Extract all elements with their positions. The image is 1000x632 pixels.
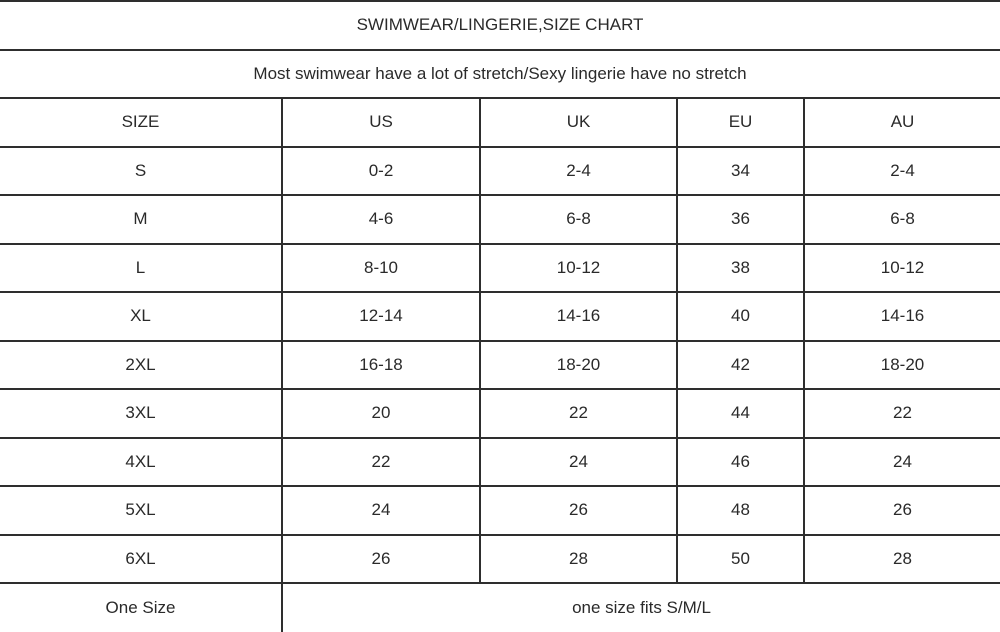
us-cell: 20: [282, 389, 480, 438]
us-cell: 24: [282, 486, 480, 535]
us-cell: 26: [282, 535, 480, 584]
table-row: [0, 292, 1000, 341]
eu-cell: 38: [677, 244, 804, 293]
title-row: [0, 1, 1000, 50]
us-cell: 16-18: [282, 341, 480, 390]
eu-cell: 48: [677, 486, 804, 535]
uk-cell: 14-16: [480, 292, 677, 341]
table-row: [0, 244, 1000, 293]
uk-cell: 24: [480, 438, 677, 487]
au-cell: 18-20: [804, 341, 1000, 390]
au-cell: 28: [804, 535, 1000, 584]
size-cell: 4XL: [0, 438, 282, 487]
uk-cell: 26: [480, 486, 677, 535]
table-row: [0, 195, 1000, 244]
us-cell: 12-14: [282, 292, 480, 341]
uk-cell: 2-4: [480, 147, 677, 196]
table-row: [0, 147, 1000, 196]
eu-cell: 36: [677, 195, 804, 244]
eu-cell: 46: [677, 438, 804, 487]
au-cell: 14-16: [804, 292, 1000, 341]
header-eu: EU: [677, 98, 804, 147]
table-row: [0, 341, 1000, 390]
header-row: [0, 98, 1000, 147]
header-au: AU: [804, 98, 1000, 147]
eu-cell: 50: [677, 535, 804, 584]
au-cell: 22: [804, 389, 1000, 438]
one-size-label: One Size: [0, 583, 282, 632]
eu-cell: 42: [677, 341, 804, 390]
table-row: [0, 535, 1000, 584]
chart-subtitle: Most swimwear have a lot of stretch/Sexy lingerie have no stretch: [0, 50, 1000, 99]
uk-cell: 28: [480, 535, 677, 584]
au-cell: 24: [804, 438, 1000, 487]
table-row: [0, 389, 1000, 438]
eu-cell: 40: [677, 292, 804, 341]
eu-cell: 34: [677, 147, 804, 196]
size-cell: XL: [0, 292, 282, 341]
au-cell: 2-4: [804, 147, 1000, 196]
us-cell: 8-10: [282, 244, 480, 293]
au-cell: 6-8: [804, 195, 1000, 244]
header-uk: UK: [480, 98, 677, 147]
uk-cell: 22: [480, 389, 677, 438]
eu-cell: 44: [677, 389, 804, 438]
footer-row: [0, 583, 1000, 632]
chart-title: SWIMWEAR/LINGERIE,SIZE CHART: [0, 1, 1000, 50]
size-cell: S: [0, 147, 282, 196]
table-row: [0, 486, 1000, 535]
table-row: [0, 438, 1000, 487]
us-cell: 22: [282, 438, 480, 487]
size-cell: 6XL: [0, 535, 282, 584]
size-cell: 2XL: [0, 341, 282, 390]
au-cell: 10-12: [804, 244, 1000, 293]
header-us: US: [282, 98, 480, 147]
size-cell: 3XL: [0, 389, 282, 438]
size-cell: L: [0, 244, 282, 293]
uk-cell: 10-12: [480, 244, 677, 293]
us-cell: 4-6: [282, 195, 480, 244]
uk-cell: 6-8: [480, 195, 677, 244]
uk-cell: 18-20: [480, 341, 677, 390]
us-cell: 0-2: [282, 147, 480, 196]
size-cell: 5XL: [0, 486, 282, 535]
subtitle-row: [0, 50, 1000, 99]
size-cell: M: [0, 195, 282, 244]
au-cell: 26: [804, 486, 1000, 535]
header-size: SIZE: [0, 98, 282, 147]
one-size-note: one size fits S/M/L: [282, 583, 1000, 632]
